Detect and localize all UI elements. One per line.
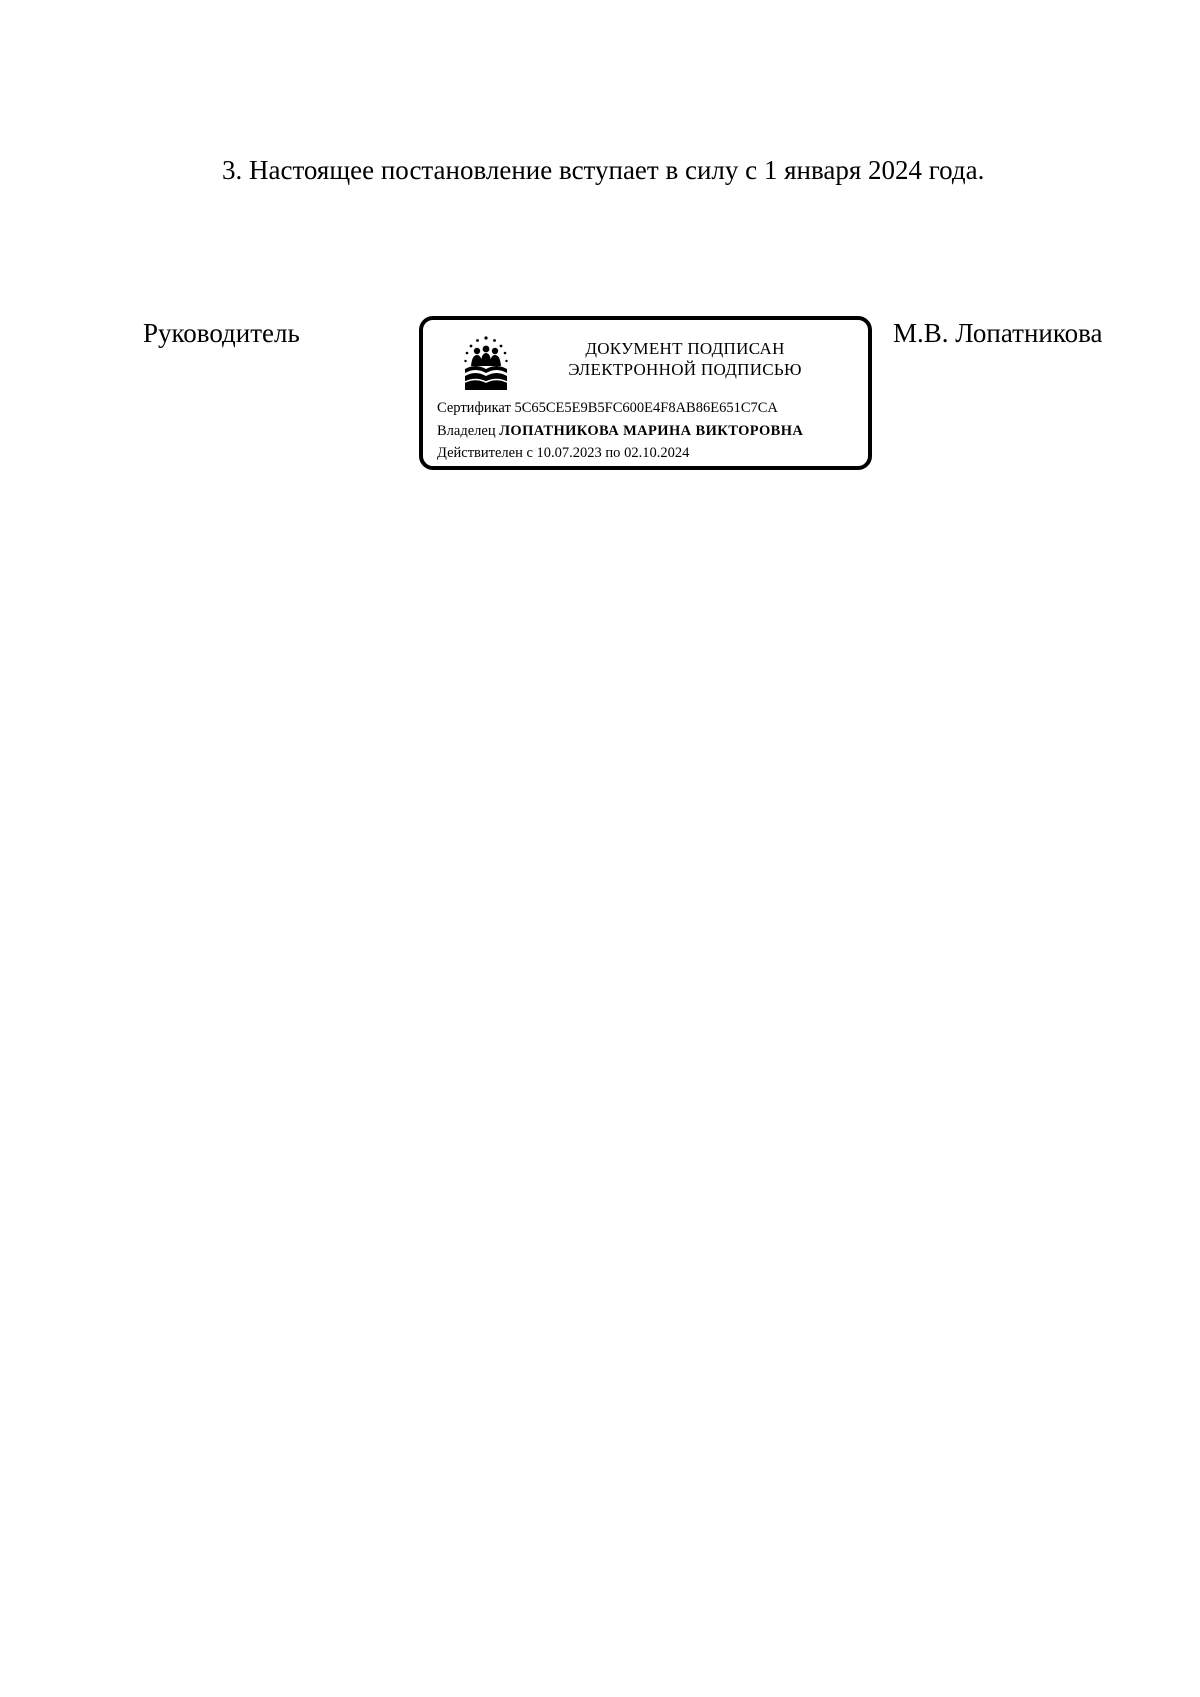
valid-from-date: 10.07.2023 [536, 445, 602, 461]
stamp-owner-row [437, 420, 803, 443]
valid-from-label: с [526, 445, 533, 461]
stamp-details [437, 397, 803, 465]
valid-to-label: по [605, 445, 621, 461]
valid-label: Действителен [437, 445, 523, 461]
stamp-heading-line-2: ЭЛЕКТРОННОЙ ПОДПИСЬЮ [568, 360, 802, 379]
stamp-heading [535, 338, 835, 380]
stamp-validity-row [437, 442, 803, 465]
owner-label: Владелец [437, 422, 496, 439]
signer-name: М.В. Лопатникова [893, 318, 1103, 348]
paragraph-effective-date: 3. Настоящее постановление вступает в силу с 1 января 2024 года. [222, 155, 985, 185]
certificate-label: Сертификат [437, 400, 511, 416]
owner-value: ЛОПАТНИКОВА МАРИНА ВИКТОРОВНА [499, 422, 804, 439]
valid-to-date: 02.10.2024 [624, 445, 690, 461]
stamp-heading-line-1: ДОКУМЕНТ ПОДПИСАН [585, 339, 785, 358]
signature-block [0, 0, 1200, 500]
certificate-value: 5C65CE5E9B5FC600E4F8AB86E651C7CA [514, 400, 778, 416]
electronic-signature-stamp [419, 316, 872, 470]
regional-coat-of-arms-icon [461, 336, 511, 392]
stamp-certificate-row [437, 397, 803, 420]
signer-position: Руководитель [143, 318, 300, 348]
